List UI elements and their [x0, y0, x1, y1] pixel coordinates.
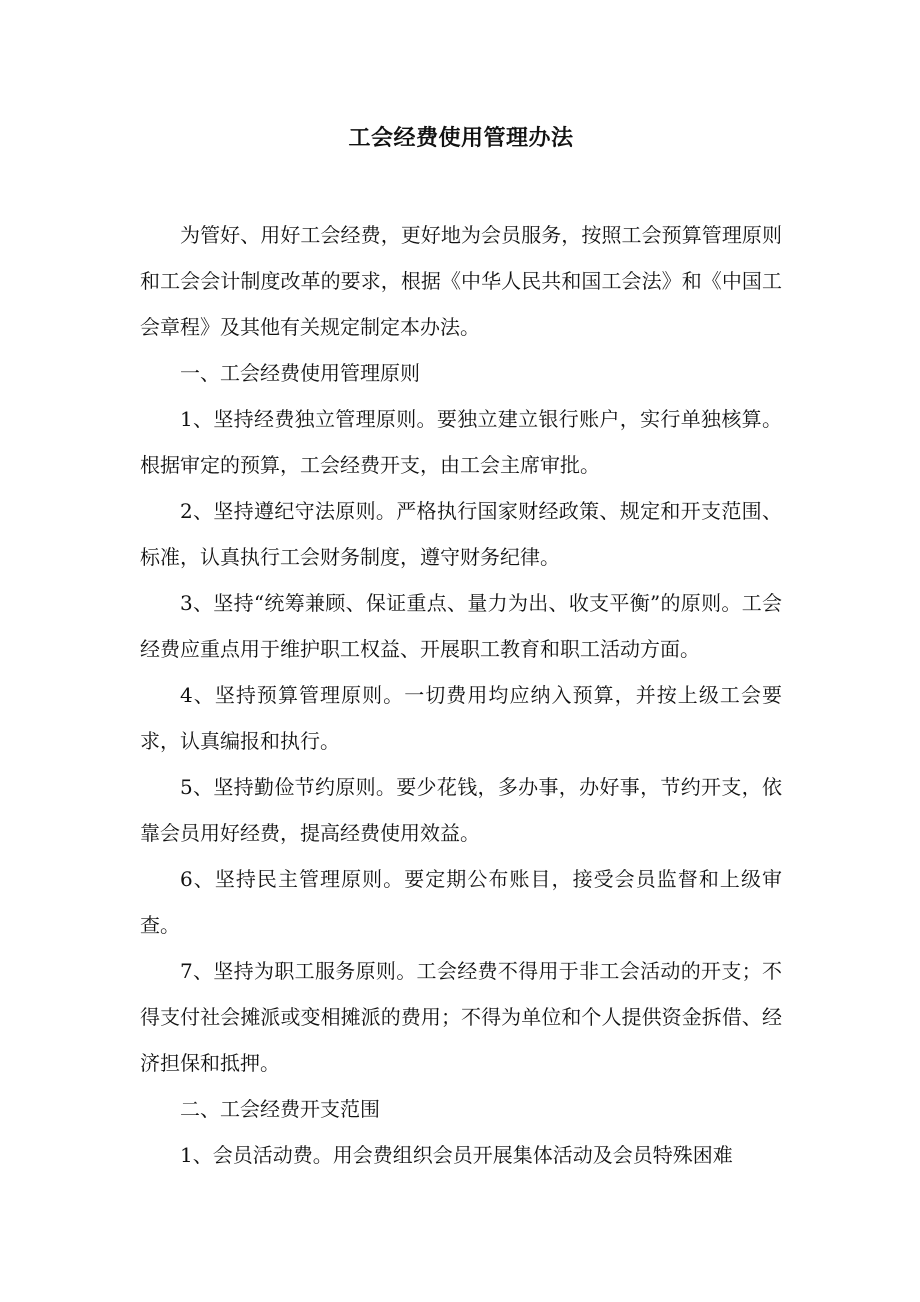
paragraph-principle-2: 2、坚持遵纪守法原则。严格执行国家财经政策、规定和开支范围、标准，认真执行工会财务制度，遵守财务纪律。 [140, 499, 782, 569]
section-heading-principles: 一、工会经费使用管理原则 [180, 361, 420, 385]
paragraph-scope-1: 1、会员活动费。用会费组织会员开展集体活动及会员特殊困难 [180, 1143, 733, 1167]
paragraph-principle-1: 1、坚持经费独立管理原则。要独立建立银行账户，实行单独核算。根据审定的预算，工会经费开支，由工会主席审批。 [140, 407, 782, 477]
paragraph-principle-4: 4、坚持预算管理原则。一切费用均应纳入预算，并按上级工会要求，认真编报和执行。 [140, 683, 782, 753]
paragraph-principle-7: 7、坚持为职工服务原则。工会经费不得用于非工会活动的开支；不得支付社会摊派或变相摊派的费用；不得为单位和个人提供资金拆借、经济担保和抵押。 [140, 959, 782, 1075]
document-title: 工会经费使用管理办法 [348, 125, 574, 151]
paragraph-principle-5: 5、坚持勤俭节约原则。要少花钱，多办事，办好事，节约开支，依靠会员用好经费，提高经费使用效益。 [140, 775, 782, 845]
document-page [140, 118, 782, 1178]
paragraph-intro: 为管好、用好工会经费，更好地为会员服务，按照工会预算管理原则和工会会计制度改革的要求，根据《中华人民共和国工会法》和《中国工会章程》及其他有关规定制定本办法。 [140, 223, 782, 339]
paragraph-principle-6: 6、坚持民主管理原则。要定期公布账目，接受会员监督和上级审查。 [140, 867, 782, 937]
paragraph-principle-3: 3、坚持“统筹兼顾、保证重点、量力为出、收支平衡”的原则。工会经费应重点用于维护职工权益、开展职工教育和职工活动方面。 [140, 591, 782, 661]
section-heading-scope: 二、工会经费开支范围 [180, 1097, 380, 1121]
